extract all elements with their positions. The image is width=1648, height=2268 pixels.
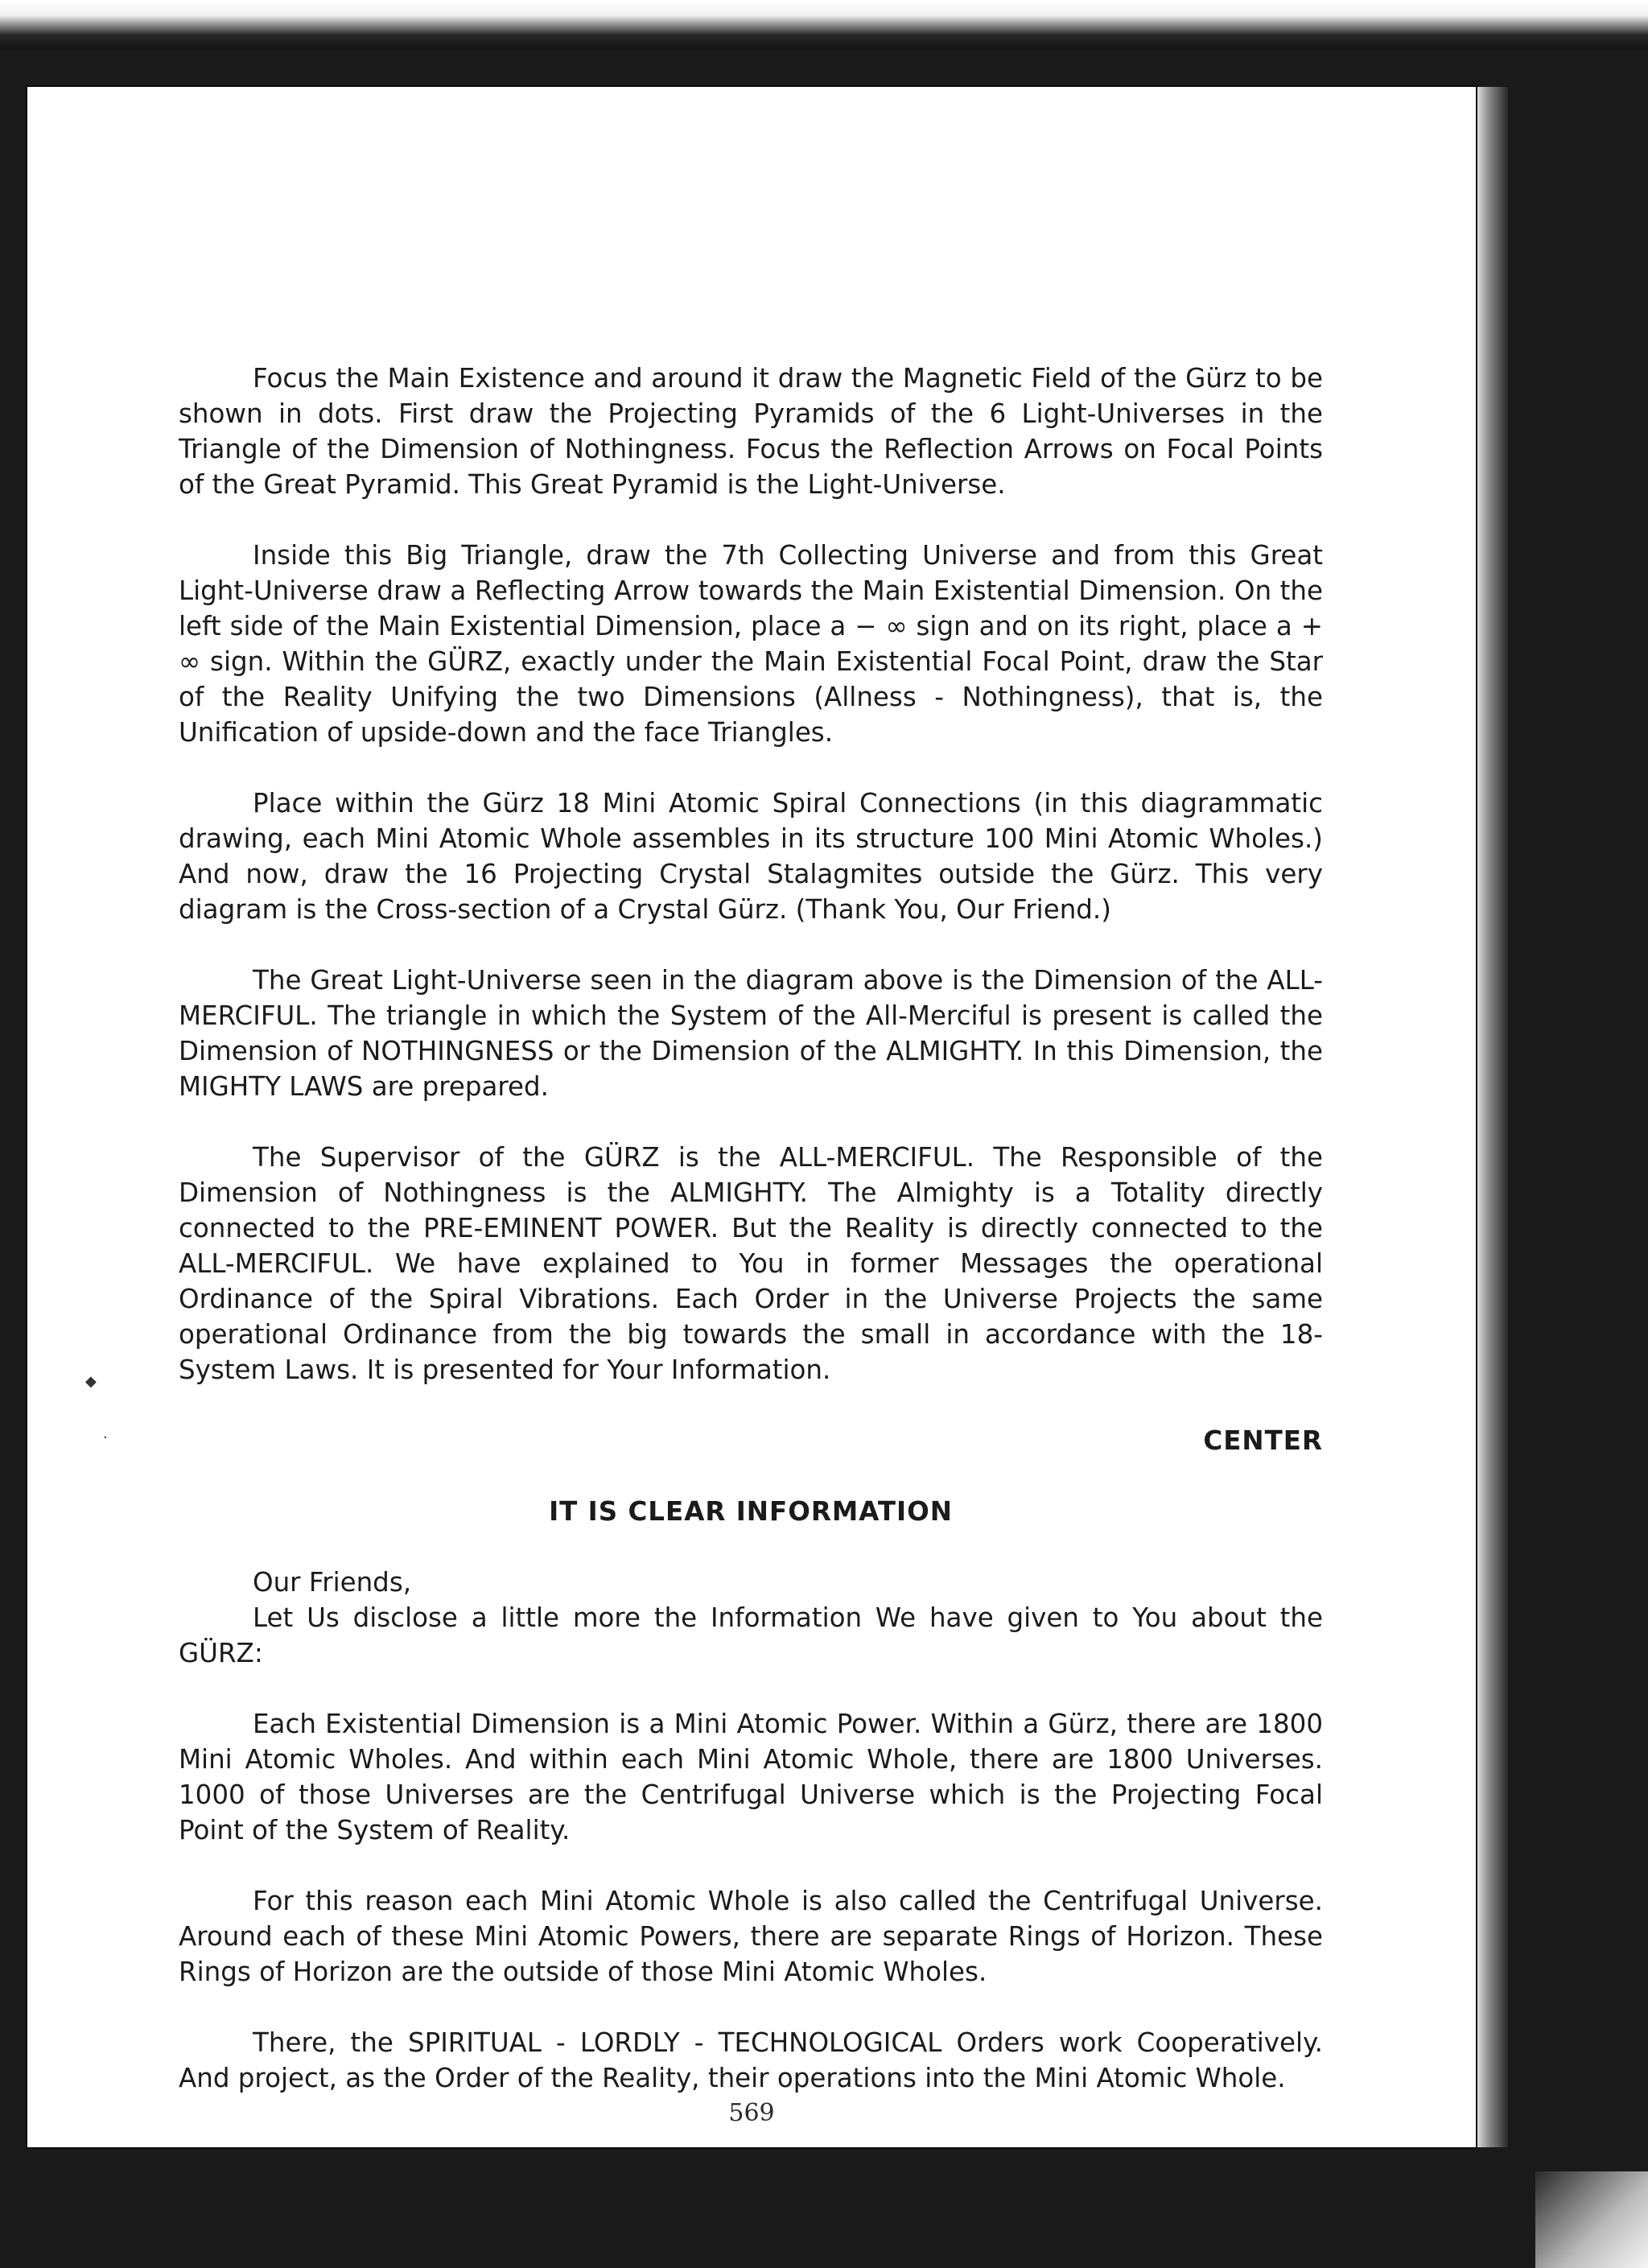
page-text: [179, 361, 1323, 2096]
scan-corner: [1535, 2171, 1648, 2268]
section-heading: IT IS CLEAR INFORMATION: [549, 1496, 953, 1527]
paragraph: The Great Light-Universe seen in the diagram above is the Dimension of the ALL-MERCIFUL. The triangle in which the System of the All-Merciful is present is called the Dimension of NOTHINGNESS or the Dimension of the ALMIGHTY. In this Dimension, the MIGHTY LAWS are prepared.: [179, 965, 1323, 1102]
page-edge-shadow: [1476, 87, 1508, 2147]
paragraph: Inside this Big Triangle, draw the 7th Collecting Universe and from this Great Light-Universe draw a Reflecting Arrow towards the Main Existential Dimension. On the left side of the Main Existential Dimension, place a − ∞ sign and on its right, place a + ∞ sign. Within the GÜRZ, exactly under the Main Existential Focal Point, draw the Star of the Reality Unifying the two Dimensions (Allness - Nothingness), that is, the Unification of upside-down and the face Triangles.: [179, 540, 1323, 748]
margin-speck: ·: [103, 1429, 108, 1446]
paragraph: The Supervisor of the GÜRZ is the ALL-MERCIFUL. The Responsible of the Dimension of Nothingness is the ALMIGHTY. The Almighty is a Totality directly connected to the PRE-EMINENT POWER. But the Reality is directly connected to the ALL-MERCIFUL. We have explained to You in former Messages the operational Ordinance of the Spiral Vibrations. Each Order in the Universe Projects the same operational Ordinance from the big towards the small in accordance with the 18-System Laws. It is presented for Your Information.: [179, 1142, 1323, 1385]
paragraph: Let Us disclose a little more the Information We have given to You about the GÜRZ:: [179, 1602, 1323, 1668]
paragraph: There, the SPIRITUAL - LORDLY - TECHNOLOGICAL Orders work Cooperatively. And project, as the Order of the Reality, their operations into the Mini Atomic Whole.: [179, 2027, 1323, 2093]
paragraph: For this reason each Mini Atomic Whole is also called the Centrifugal Universe. Around each of these Mini Atomic Powers, there are separate Rings of Horizon. These Rings of Horizon are the outside of those Mini Atomic Wholes.: [179, 1886, 1323, 1987]
page-number: 569: [728, 2099, 775, 2127]
margin-speck: ◆: [85, 1373, 97, 1390]
book-page: [27, 87, 1476, 2147]
paragraph: Place within the Gürz 18 Mini Atomic Spiral Connections (in this diagrammatic drawing, each Mini Atomic Whole assembles in its structure 100 Mini Atomic Wholes.) And now, draw the 16 Projecting Crystal Stalagmites outside the Gürz. This very diagram is the Cross-section of a Crystal Gürz. (Thank You, Our Friend.): [179, 788, 1323, 925]
scan-top-edge: [0, 0, 1648, 50]
paragraph: Focus the Main Existence and around it draw the Magnetic Field of the Gürz to be shown in dots. First draw the Projecting Pyramids of the 6 Light-Universes in the Triangle of the Dimension of Nothingness. Focus the Reflection Arrows on Focal Points of the Great Pyramid. This Great Pyramid is the Light-Universe.: [179, 363, 1323, 500]
paragraph: Each Existential Dimension is a Mini Atomic Power. Within a Gürz, there are 1800 Mini Atomic Wholes. And within each Mini Atomic Whole, there are 1800 Universes. 1000 of those Universes are the Centrifugal Universe which is the Projecting Focal Point of the System of Reality.: [179, 1709, 1323, 1845]
salutation: Our Friends,: [253, 1567, 412, 1598]
signature: CENTER: [1203, 1425, 1323, 1456]
